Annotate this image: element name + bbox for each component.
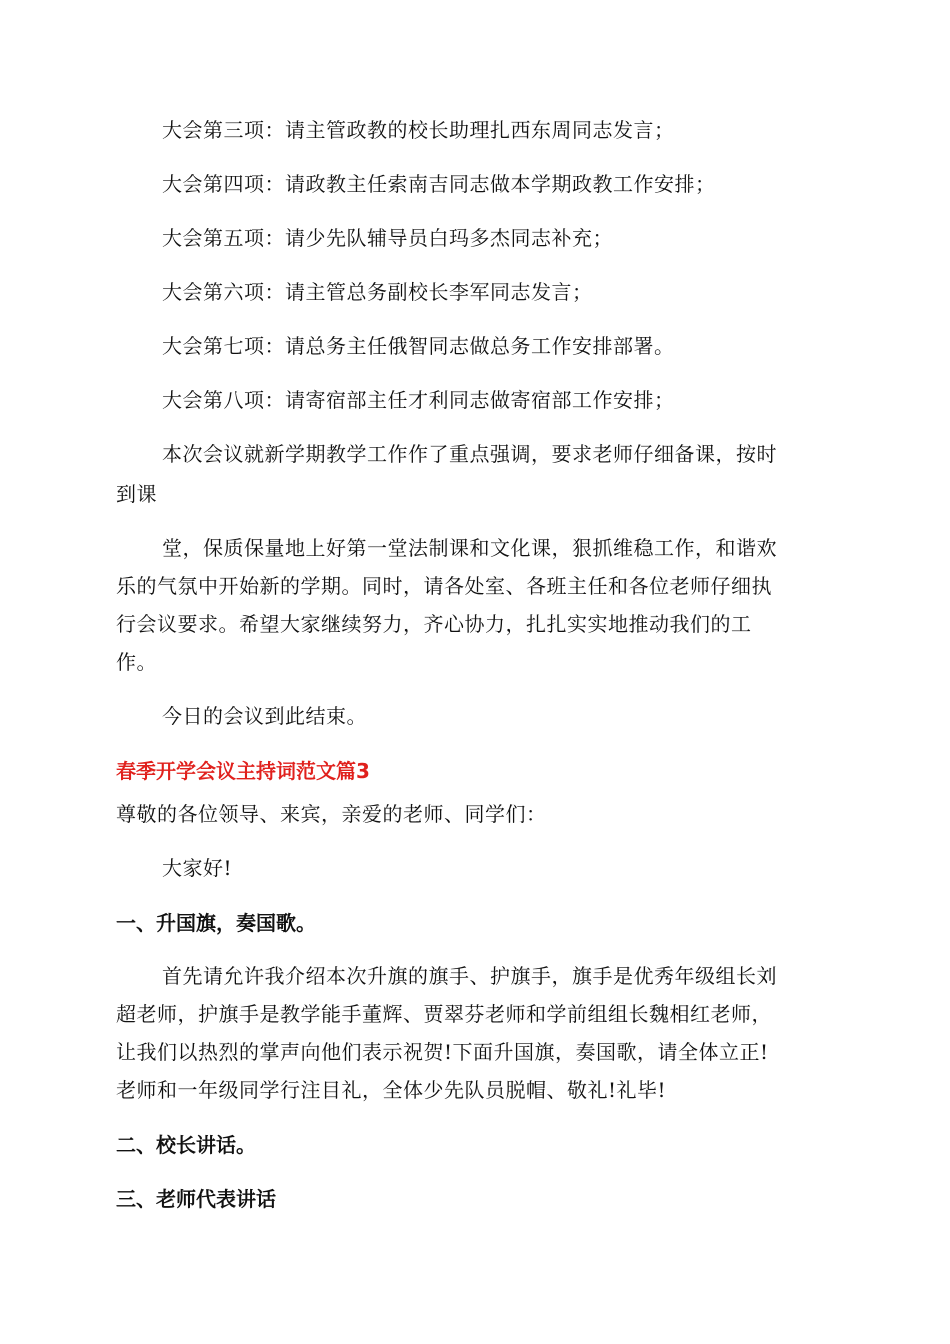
summary2-line-2: 乐的气氛中开始新的学期。同时，请各处室、各班主任和各位老师仔细执 bbox=[116, 574, 772, 598]
agenda-item-6: 大会第六项：请主管总务副校长李军同志发言； bbox=[162, 280, 593, 304]
item1-heading: 一、升国旗，奏国歌。 bbox=[116, 911, 316, 935]
agenda-item-4: 大会第四项：请政教主任索南吉同志做本学期政教工作安排； bbox=[162, 172, 716, 196]
agenda-item-5: 大会第五项：请少先队辅导员白玛多杰同志补充； bbox=[162, 226, 613, 250]
item3-heading: 三、老师代表讲话 bbox=[116, 1187, 276, 1211]
summary2-line-4: 作。 bbox=[116, 650, 157, 674]
salutation: 尊敬的各位领导、来宾，亲爱的老师、同学们： bbox=[116, 802, 547, 826]
agenda-item-8: 大会第八项：请寄宿部主任才利同志做寄宿部工作安排； bbox=[162, 388, 675, 412]
summary2-line-1: 堂，保质保量地上好第一堂法制课和文化课，狠抓维稳工作，和谐欢 bbox=[162, 536, 777, 560]
summary2-line-3: 行会议要求。希望大家继续努力，齐心协力，扎扎实实地推动我们的工 bbox=[116, 612, 752, 636]
agenda-item-7: 大会第七项：请总务主任俄智同志做总务工作安排部署。 bbox=[162, 334, 675, 358]
closing-line: 今日的会议到此结束。 bbox=[162, 704, 367, 728]
item1-body-line-4: 老师和一年级同学行注目礼，全体少先队员脱帽、敬礼!礼毕! bbox=[116, 1078, 667, 1102]
summary-line-1: 本次会议就新学期教学工作作了重点强调，要求老师仔细备课，按时 bbox=[162, 442, 777, 466]
greeting: 大家好! bbox=[162, 856, 233, 880]
item1-body-line-3: 让我们以热烈的掌声向他们表示祝贺!下面升国旗，奏国歌，请全体立正! bbox=[116, 1040, 769, 1064]
item1-body-line-1: 首先请允许我介绍本次升旗的旗手、护旗手，旗手是优秀年级组长刘 bbox=[162, 964, 777, 988]
agenda-item-3: 大会第三项：请主管政教的校长助理扎西东周同志发言； bbox=[162, 118, 675, 142]
section-title: 春季开学会议主持词范文篇3 bbox=[116, 759, 370, 783]
item1-body-line-2: 超老师，护旗手是教学能手董辉、贾翠芬老师和学前组组长魏相红老师， bbox=[116, 1002, 772, 1026]
item2-heading: 二、校长讲话。 bbox=[116, 1133, 256, 1157]
summary-line-2: 到课 bbox=[116, 482, 157, 506]
